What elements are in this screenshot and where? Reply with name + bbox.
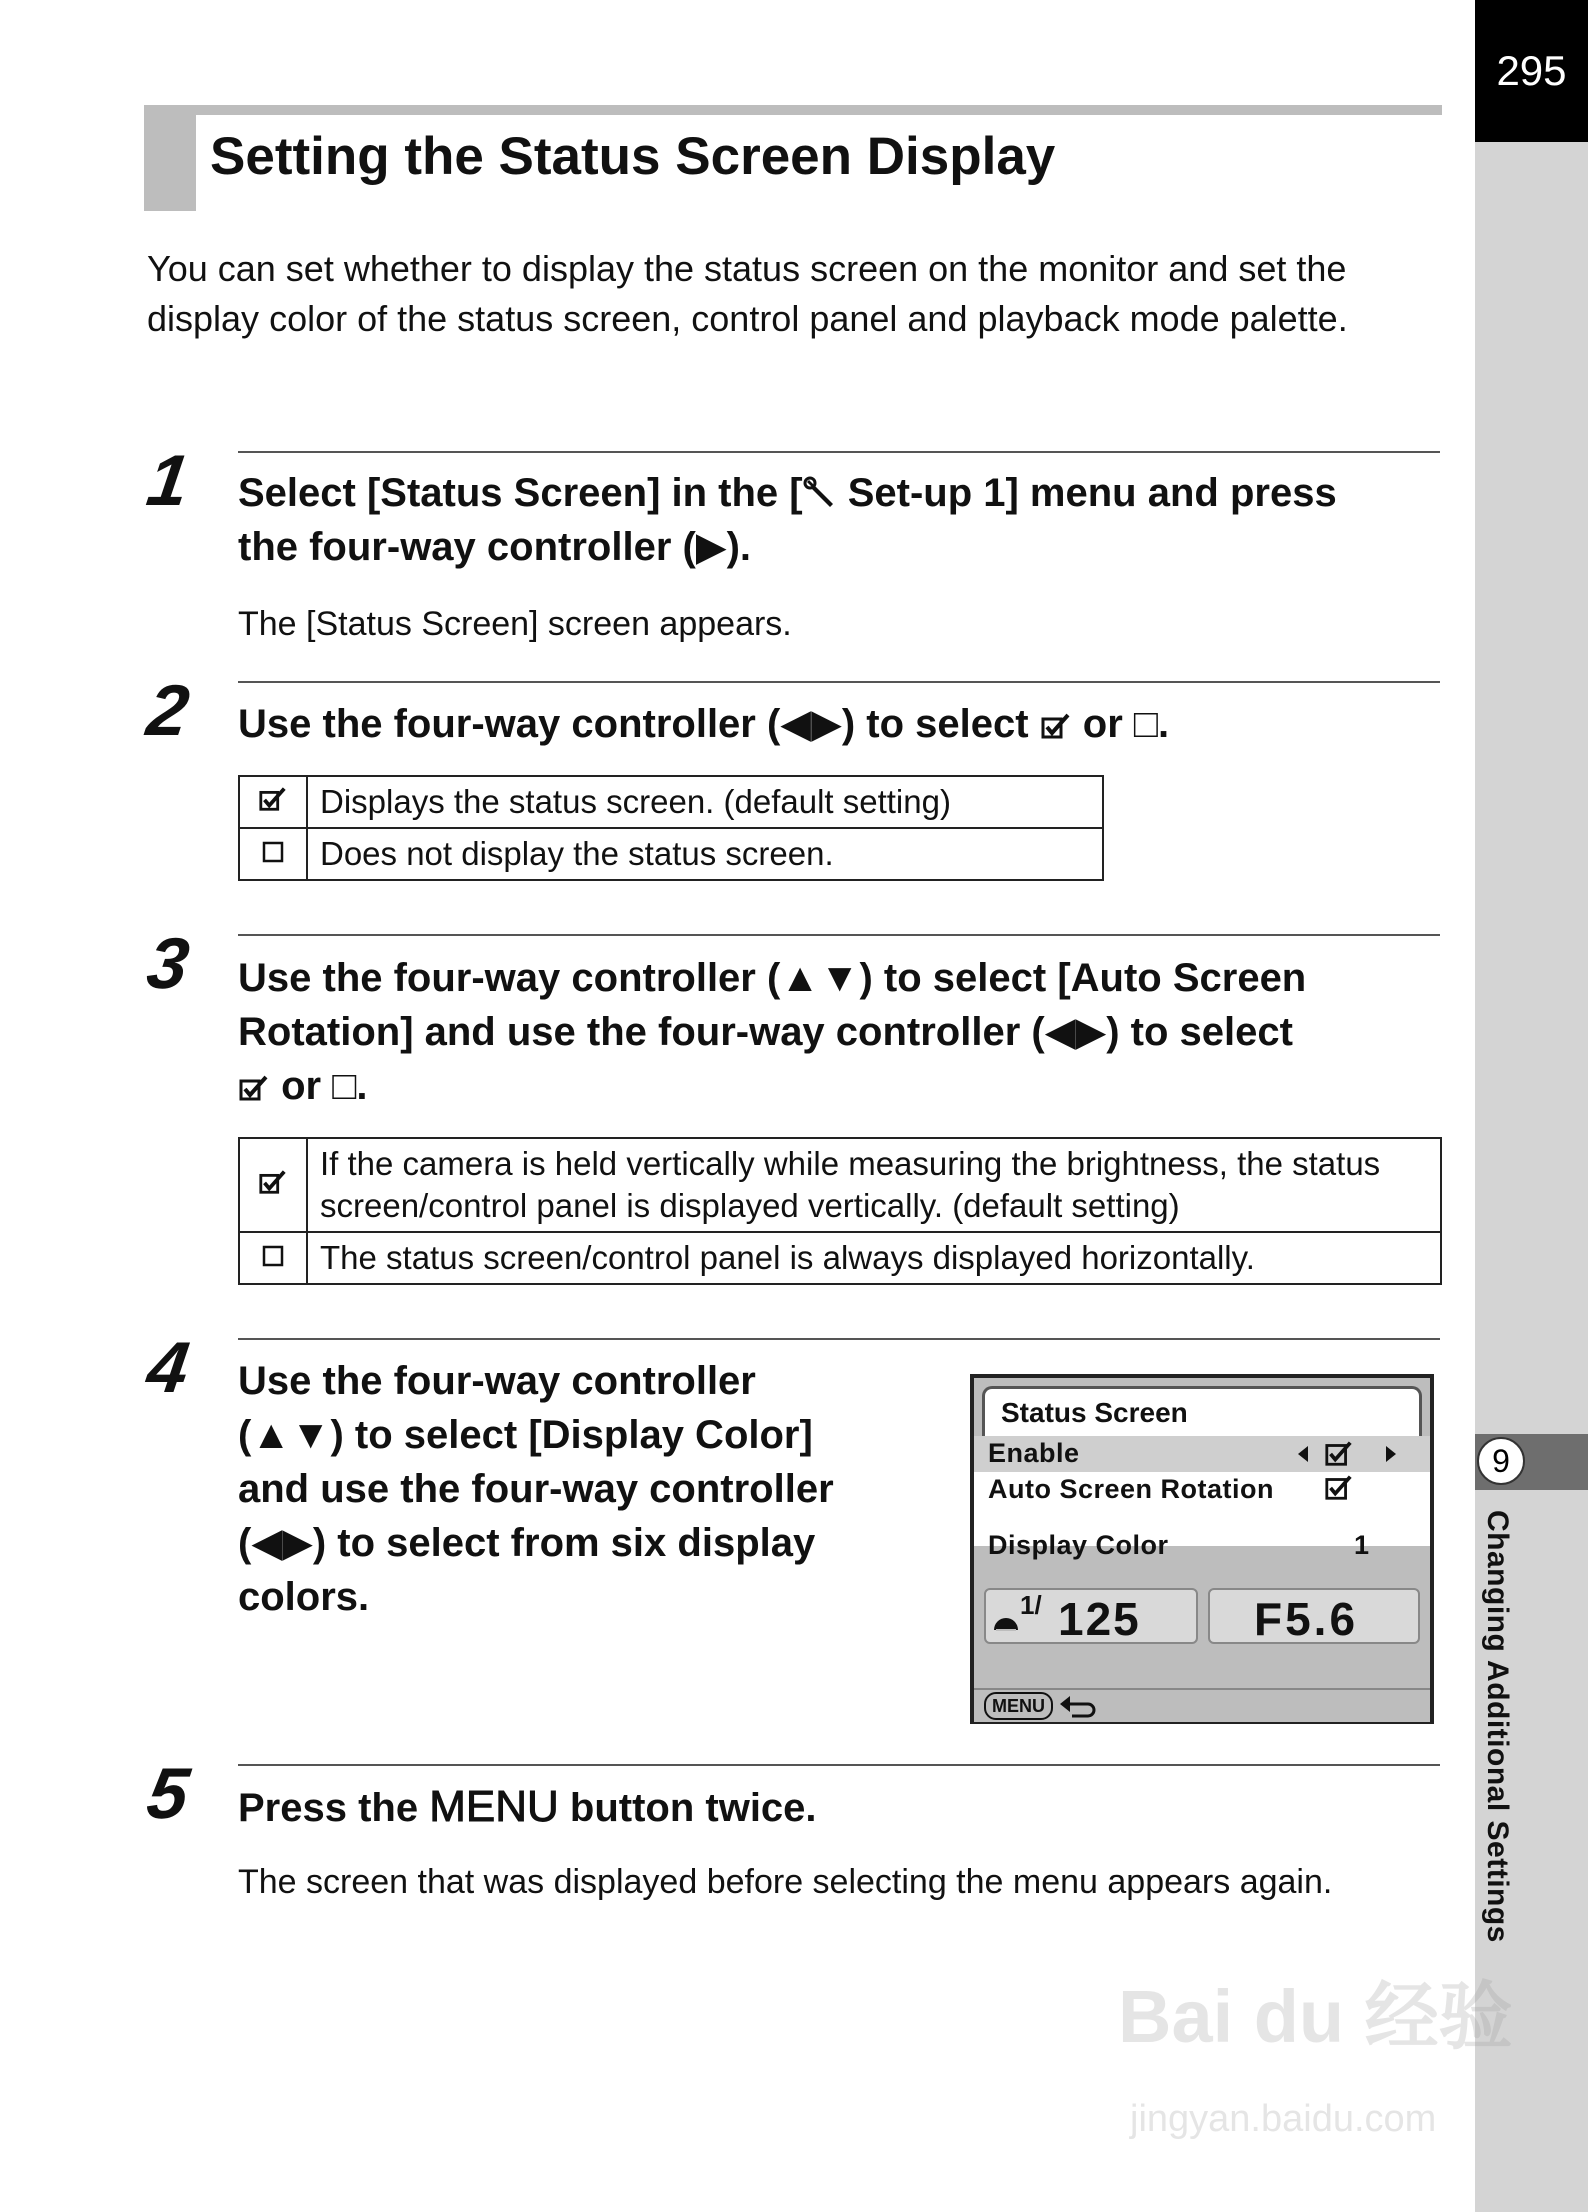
checked-box-icon [238, 1064, 270, 1108]
menu-tab: Status Screen [982, 1386, 1422, 1436]
camera-screen [970, 1374, 1434, 1724]
checked-box-icon [1324, 1438, 1354, 1475]
checked-box-icon [1324, 1472, 1354, 1509]
chapter-number: 9 [1477, 1437, 1525, 1485]
wrench-icon [803, 471, 837, 515]
step-number: 1 [142, 441, 194, 521]
table-row [239, 1138, 1441, 1232]
step-divider [238, 1338, 1440, 1340]
step-number: 3 [142, 924, 194, 1004]
display-color-value: 1 [1354, 1530, 1370, 1560]
option-table [238, 1137, 1442, 1285]
table-cell: If the camera is held vertically while measuring the brightness, the status screen/control panel is displayed vertically. (default setting) [307, 1138, 1441, 1232]
watermark-logo: Bai du 经验 [1118, 1975, 1513, 2058]
table-cell: The status screen/control panel is always displayed horizontally. [307, 1232, 1441, 1284]
step-heading: Use the four-way controller (▲▼) to select [Display Color] and use the four-way controller (◀▶) to select from six display colors. [238, 1359, 834, 1619]
shutter-value: 125 [1058, 1593, 1141, 1645]
menu-item-auto-rotation: Auto Screen Rotation [988, 1474, 1275, 1504]
aperture-value: F5.6 [1254, 1593, 1359, 1645]
option-table [238, 775, 1104, 881]
lcd-footer [974, 1688, 1430, 1722]
table-row [239, 1232, 1441, 1284]
step-number: 2 [142, 671, 194, 751]
left-arrow-icon [1296, 1440, 1310, 1471]
menu-item-display-color: Display Color [988, 1530, 1169, 1560]
dial-icon [992, 1614, 1020, 1637]
table-cell: Does not display the status screen. [307, 828, 1103, 880]
table-cell: Displays the status screen. (default setting) [307, 776, 1103, 828]
step-body: The screen that was displayed before selecting the menu appears again. [238, 1863, 1333, 1901]
title-bar-accent [144, 105, 196, 211]
step-heading: Press the MENU button twice. [238, 1782, 817, 1831]
menu-key-label: MENU [429, 1782, 559, 1831]
step-divider [238, 451, 1440, 453]
step-divider [238, 681, 1440, 683]
table-row [239, 828, 1103, 880]
checked-box-icon [239, 1138, 307, 1232]
empty-box-icon [239, 828, 307, 880]
step-number: 4 [142, 1328, 194, 1408]
chapter-title: Changing Additional Settings [1481, 1510, 1514, 1943]
step-heading: Select [Status Screen] in the [ Set-up 1] menu and press the four-way controller (▶). [238, 471, 1337, 569]
step-heading: Use the four-way controller (▲▼) to select [Auto Screen Rotation] and use the four-way controller (◀▶) to select or □. [238, 956, 1307, 1108]
menu-button-icon: MENU [984, 1692, 1053, 1720]
page-title: Setting the Status Screen Display [210, 127, 1056, 186]
empty-box-icon [239, 1232, 307, 1284]
aperture-box [1208, 1588, 1420, 1644]
shutter-speed-box [984, 1588, 1198, 1644]
table-row [239, 776, 1103, 828]
back-arrow-icon [1058, 1692, 1098, 1723]
page-number: 295 [1475, 0, 1588, 142]
intro-paragraph: You can set whether to display the status screen on the monitor and set the display color of the status screen, control panel and playback mode palette. [147, 248, 1348, 339]
step-divider [238, 1764, 1440, 1766]
right-arrow-icon [1384, 1440, 1398, 1471]
menu-item-enable: Enable [988, 1438, 1080, 1468]
title-bar [144, 105, 1442, 115]
checked-box-icon [1040, 702, 1072, 746]
watermark-url: jingyan.baidu.com [1130, 2098, 1437, 2140]
step-number: 5 [142, 1754, 194, 1834]
shutter-prefix: 1/ [1020, 1590, 1042, 1620]
checked-box-icon [239, 776, 307, 828]
step-body: The [Status Screen] screen appears. [238, 605, 792, 643]
step-heading: Use the four-way controller (◀▶) to select or □. [238, 702, 1170, 746]
step-divider [238, 934, 1440, 936]
